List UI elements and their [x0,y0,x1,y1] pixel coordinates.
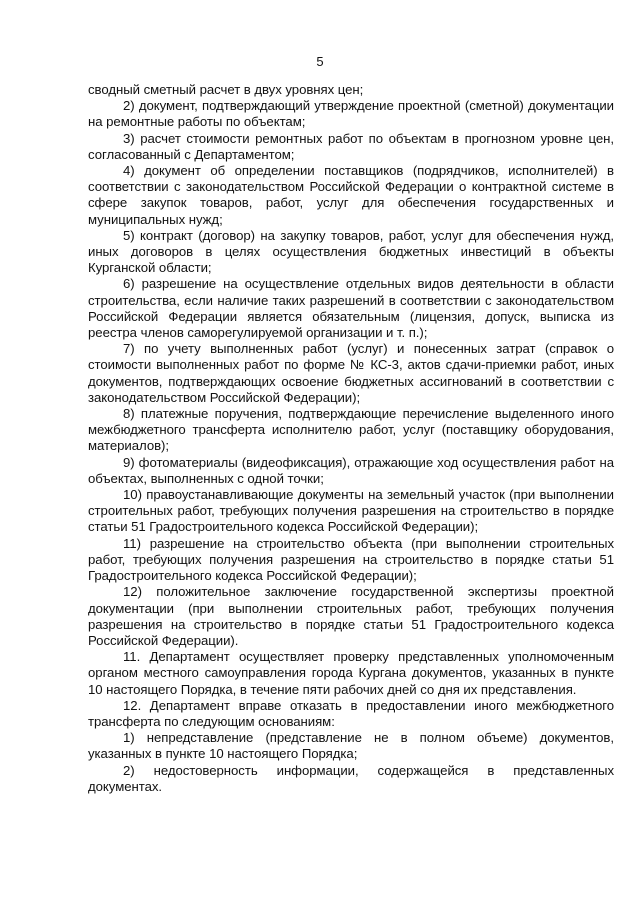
list-item-3: 3) расчет стоимости ремонтных работ по объектам в прогнозном уровне цен, согласованный с Департаментом; [88,130,614,162]
page-number: 5 [316,54,324,69]
paragraph-continuation: сводный сметный расчет в двух уровнях цен; [88,82,364,97]
clause-11: 11. Департамент осуществляет проверку представленных уполномоченным органом местного самоуправления города Кургана документов, указанных в пункте 10 настоящего Порядка, в течение пяти рабочих дней со дня их представления. [88,649,614,697]
list-item-7: 7) по учету выполненных работ (услуг) и понесенных затрат (справок о стоимости выполненных работ по форме № КС-3, актов сдачи-приемки работ, иных документов, подтверждающих освоение бюджетных ассигнований в соответствии с законодательством Российской Федерации); [88,341,614,405]
list-item-10: 10) правоустанавливающие документы на земельный участок (при выполнении строительных работ, требующих получения разрешения на строительство в порядке статьи 51 Градостроительного кодекса Российской Федерации); [88,487,614,535]
list-item-2: 2) документ, подтверждающий утверждение проектной (сметной) документации на ремонтные работы по объектам; [88,98,614,130]
document-body [88,82,614,795]
list-item-8: 8) платежные поручения, подтверждающие перечисление выделенного иного межбюджетного трансферта исполнителю работ, услуг (поставщику оборудования, материалов); [88,406,614,454]
clause-12: 12. Департамент вправе отказать в предоставлении иного межбюджетного трансферта по следующим основаниям: [88,697,614,729]
list-item-12: 12) положительное заключение государственной экспертизы проектной документации (при выполнении строительных работ, требующих получения разрешения на строительство в порядке статьи 51 Градостроительного кодекса Российской Федерации). [88,584,614,648]
refusal-reason-1: 1) непредставление (представление не в полном объеме) документов, указанных в пункте 10 настоящего Порядка; [88,730,614,762]
list-item-4: 4) документ об определении поставщиков (подрядчиков, исполнителей) в соответствии с законодательством Российской Федерации о контрактной системе в сфере закупок товаров, работ, услуг для обеспечения государственных и муниципальных нужд; [88,163,614,227]
list-item-11: 11) разрешение на строительство объекта (при выполнении строительных работ, требующих получения разрешения на строительство в порядке статьи 51 Градостроительного кодекса Российской Федерации); [88,535,614,584]
list-item-9: 9) фотоматериалы (видеофиксация), отражающие ход осуществления работ на объектах, выполненных с одной точки; [88,454,614,486]
list-item-6: 6) разрешение на осуществление отдельных видов деятельности в области строительства, если наличие таких разрешений в соответствии с законодательством Российской Федерации является обязательным (лицензия, допуск, выписка из реестра членов саморегулируемой организации и т. п.); [88,276,614,341]
list-item-5: 5) контракт (договор) на закупку товаров, работ, услуг для обеспечения нужд, иных договоров в целях осуществления бюджетных инвестиций в объекты Курганской области; [88,227,614,276]
refusal-reason-2: 2) недостоверность информации, содержащейся в представленных документах. [88,762,614,794]
